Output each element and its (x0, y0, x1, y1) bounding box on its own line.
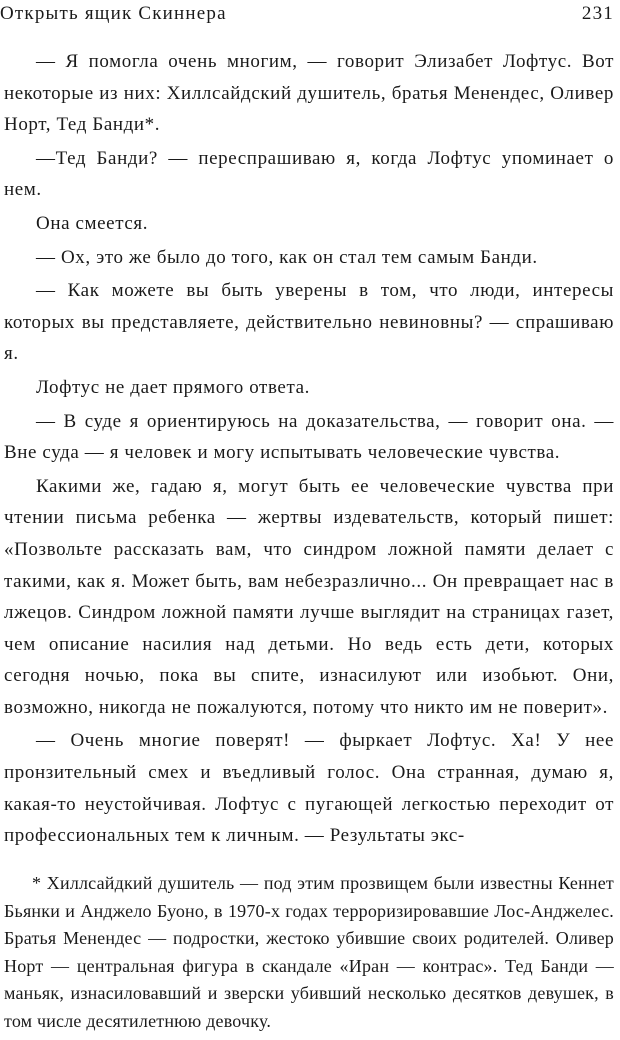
paragraph: — Очень многие поверят! — фыркает Лофтус. Ха! У нее пронзительный смех и въедливый голос. Она странная, думаю я, какая-то неустойчивая. Лофтус с пугающей легкостью переходит от профессиональных тем к личным. — Результаты экс- (4, 730, 614, 847)
paragraph: — В суде я ориентируюсь на доказательства, — говорит она. — Вне суда — я человек и могу испытывать человеческие чувства. (4, 410, 614, 464)
paragraph: —Тед Банди? — переспрашиваю я, когда Лофтус упоминает о нем. (4, 147, 614, 201)
footnote-text: * Хиллсайдкий душитель — под этим прозвищем были известны Кеннет Бьянки и Анджело Буоно, в 1970-х годах терроризировавшие Лос-Анджелес. Братья Менендес — подростки, жестоко убившие своих родителей. Оливер Норт — центральная фигура в скандале «Иран — контрас». Тед Банди — маньяк, изнасиловавший и зверски убивший несколько десятков девушек, в том числе десятилетнюю девочку. (4, 873, 614, 1031)
paragraph: Какими же, гадаю я, могут быть ее человеческие чувства при чтении письма ребенка — жертвы издевательств, который пишет: «Позвольте рассказать вам, что синдром ложной памяти делает с такими, как я. Может быть, вам небезразлично... Он превращает нас в лжецов. Синдром ложной памяти лучше выглядит на страницах газет, чем описание насилия над детьми. Но ведь есть дети, которых сегодня ночью, пока вы спите, изнасилуют или изобьют. Они, возможно, никогда не пожалуются, потому что никто им не поверит». (4, 475, 614, 718)
page-header (0, 0, 614, 28)
paragraph: Лофтус не дает прямого ответа. (36, 376, 310, 398)
paragraph: — Я помогла очень многим, — говорит Элизабет Лофтус. Вот некоторые из них: Хиллсайдский душитель, братья Менендес, Оливер Норт, Тед Банди*. (4, 51, 614, 136)
main-text (4, 46, 614, 854)
paragraph: Она смеется. (36, 212, 149, 234)
footnote (4, 870, 614, 1035)
paragraph: — Ох, это же было до того, как он стал тем самым Банди. (36, 246, 538, 268)
running-title: Открыть ящик Скиннера (0, 3, 227, 24)
page-number: 231 (581, 3, 614, 24)
paragraph: — Как можете вы быть уверены в том, что люди, интересы которых вы представляете, действительно невиновны? — спрашиваю я. (4, 280, 614, 365)
